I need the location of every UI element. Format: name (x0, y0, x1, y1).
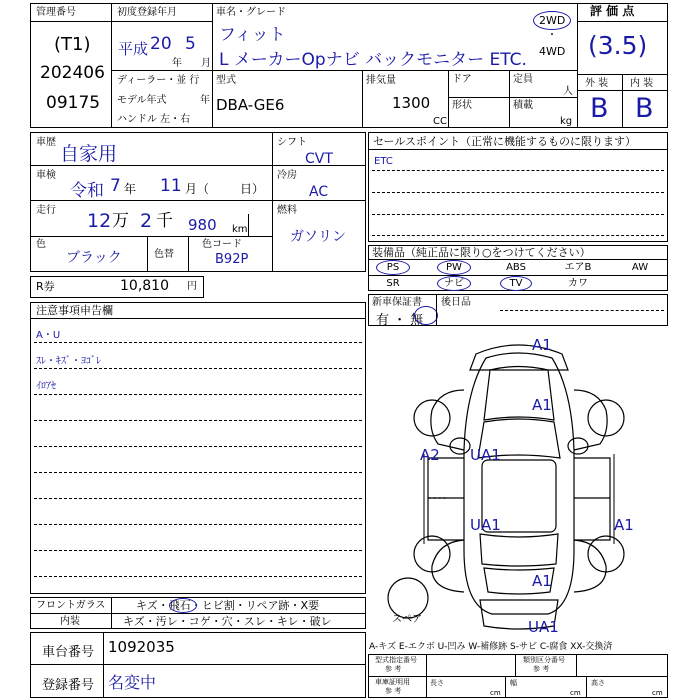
mileage-rest: 980 (188, 216, 217, 234)
car-name: フィット (219, 25, 286, 45)
notes-line-3: ｲﾛｱｾ (36, 381, 56, 392)
warranty-circle (414, 306, 438, 325)
class-ref: 参 考 (533, 665, 550, 673)
load-label: 積載 (513, 100, 533, 111)
displacement-label: 排気量 (366, 75, 396, 86)
sales-points-label: セールスポイント（正常に機能するものに限ります） (373, 135, 637, 148)
interior-label: 内装 (60, 616, 80, 627)
damage-mark-right-rear: A1 (614, 516, 634, 534)
height-unit: cm (652, 689, 663, 697)
inspection-year: 7 (110, 176, 121, 196)
inspection-month: 11 (160, 176, 182, 196)
grade: L メーカーOpナビ バックモニター ETC. (219, 50, 527, 70)
equip-sr: SR (386, 278, 400, 289)
first-reg-month-unit: 月 (201, 58, 211, 69)
equip-leather: カワ (568, 278, 588, 289)
r-label: R券 (36, 280, 55, 293)
interior-value: キズ・汚レ・コゲ・穴・スレ・キレ・破レ (123, 615, 332, 628)
mgmt-no-label: 管理番号 (36, 7, 76, 18)
mgmt-no-1: (T1) (54, 34, 91, 55)
history-label: 車歴 (36, 137, 56, 148)
damage-mark-roof-front: UA1 (470, 446, 501, 464)
color-code: B92P (215, 252, 249, 267)
equipment-label: 装備品（純正品に限り○をつけてください） (372, 246, 591, 259)
equip-abs: ABS (506, 262, 526, 273)
shift: CVT (305, 151, 333, 167)
color: ブラック (66, 250, 122, 266)
spare-label: スペア (392, 614, 422, 625)
chassis-label: 車台番号 (42, 645, 95, 660)
inspection-year-unit: 年 (124, 182, 137, 196)
equip-navi: ナビ (444, 278, 464, 289)
ext-label: 外 装 (585, 78, 609, 89)
first-reg-month: 5 (185, 34, 196, 54)
mgmt-no-2: 202406 (40, 63, 105, 83)
equip-ps-circle (376, 260, 410, 275)
length-label: 長さ (430, 679, 444, 687)
int-grade: B (635, 93, 654, 124)
inspection-day-unit: 日） (240, 182, 265, 196)
car-name-label: 車名・グレード (216, 7, 286, 18)
damage-mark-trunk: A1 (532, 572, 552, 590)
shape-label: 形状 (452, 100, 472, 111)
shift-label: シフト (277, 137, 307, 148)
spare-wheel (388, 578, 428, 618)
model-year-unit: 年 (200, 95, 210, 106)
cert-label: 車庫証明用 (375, 678, 410, 686)
drive-2wd: 2WD (539, 14, 566, 27)
notes-label: 注意事項申告欄 (36, 304, 113, 317)
type-spec-label: 型式指定番号 (375, 656, 417, 664)
displacement: 1300 (392, 94, 431, 112)
equip-aw: AW (631, 262, 649, 273)
equip-airbag: エアB (564, 262, 592, 273)
equip-tv-circle (500, 276, 532, 291)
warranty-value: 有 ・ 無 (376, 313, 424, 328)
front-glass-value: キズ・飛石・ヒビ割・リペア跡・X要 (136, 599, 320, 612)
body-outline (464, 353, 574, 614)
mileage-sen-unit: 千 (156, 211, 173, 231)
cert-ref: 参 考 (385, 687, 402, 695)
damage-mark-hood: A1 (532, 396, 552, 414)
mgmt-no-3: 09175 (46, 93, 101, 113)
damage-mark-rear-bumper: UA1 (528, 618, 559, 636)
first-reg-year-unit: 年 (172, 58, 182, 69)
class-label: 類別区分番号 (523, 656, 565, 664)
mileage-unit: km (232, 224, 248, 235)
color-code-label: 色コード (202, 239, 242, 250)
equip-navi-circle (437, 276, 471, 291)
drive-dot: ・ (547, 30, 557, 41)
capacity-unit: 人 (563, 86, 573, 97)
chassis: 1092035 (108, 638, 175, 656)
inspection-era: 令和 (70, 181, 104, 201)
color-label: 色 (36, 239, 46, 250)
ac-label: 冷房 (277, 170, 297, 181)
reg: 名変中 (108, 673, 157, 692)
fuel-label: 燃料 (277, 205, 297, 216)
front-glass-label: フロントガラス (36, 600, 106, 611)
notes-line-2: ｽﾚ・ｷｽﾞ・ﾖｺﾞﾚ (36, 356, 101, 367)
first-reg-year: 20 (150, 34, 172, 54)
equip-tv: TV (509, 278, 523, 289)
width-unit: cm (570, 689, 581, 697)
door-label: ドア (452, 74, 472, 85)
drive-4wd: 4WD (539, 45, 566, 58)
capacity-label: 定員 (513, 74, 533, 85)
damage-mark-front: A1 (532, 336, 552, 354)
equip-pw: PW (446, 262, 462, 273)
model-year-label: モデル年式 (117, 95, 167, 106)
length-unit: cm (490, 689, 501, 697)
r-ticket-box (30, 276, 204, 298)
damage-legend: A-キズ E-エクボ U-凹み W-補修跡 S-サビ C-腐食 XX-交換済 (369, 642, 613, 652)
dealer-label: ディーラー・並 行 (117, 75, 200, 86)
ac: AC (309, 184, 329, 200)
r-value: 10,810 (120, 278, 169, 294)
width-label: 幅 (510, 679, 517, 687)
inspection-label: 車検 (36, 170, 56, 181)
load-unit: kg (560, 116, 573, 127)
eval-label: 評 価 点 (590, 4, 635, 18)
first-reg-era: 平成 (118, 40, 149, 58)
history: 自家用 (60, 143, 118, 165)
mileage-man-unit: 万 (112, 211, 129, 231)
later-label: 後日品 (441, 297, 471, 308)
damage-mark-left-front: A2 (420, 446, 440, 464)
notes-line-1: A・U (36, 330, 61, 341)
r-unit: 円 (187, 281, 197, 292)
type-spec-ref: 参 考 (385, 665, 402, 673)
inspection-month-unit: 月（ (185, 182, 210, 196)
damage-mark-roof-rear: UA1 (470, 516, 501, 534)
model-type: DBA-GE6 (216, 96, 285, 114)
equip-ps: PS (386, 262, 400, 273)
handle-label: ハンドル 左・右 (117, 114, 191, 125)
color-change-label: 色替 (154, 249, 174, 260)
mileage-label: 走行 (36, 205, 56, 216)
mileage-sen: 2 (140, 210, 153, 232)
ext-grade: B (590, 93, 609, 124)
reg-label: 登録番号 (42, 678, 95, 693)
sales-points-line1: ETC (374, 156, 393, 167)
displacement-unit: CC (433, 116, 447, 127)
equip-pw-circle (437, 260, 471, 275)
mileage-man: 12 (87, 210, 112, 232)
first-reg-label: 初度登録年月 (117, 7, 177, 18)
rear-window (480, 534, 558, 566)
car-diagram (368, 330, 668, 640)
drive-2wd-circle (533, 11, 571, 30)
height-label: 高さ (591, 679, 605, 687)
model-type-label: 型式 (216, 75, 236, 86)
int-label: 内 装 (630, 78, 654, 89)
front-glass-circle (169, 598, 197, 613)
fuel: ガソリン (290, 229, 346, 245)
warranty-label: 新車保証書 (372, 297, 422, 308)
eval-score: (3.5) (588, 31, 648, 60)
